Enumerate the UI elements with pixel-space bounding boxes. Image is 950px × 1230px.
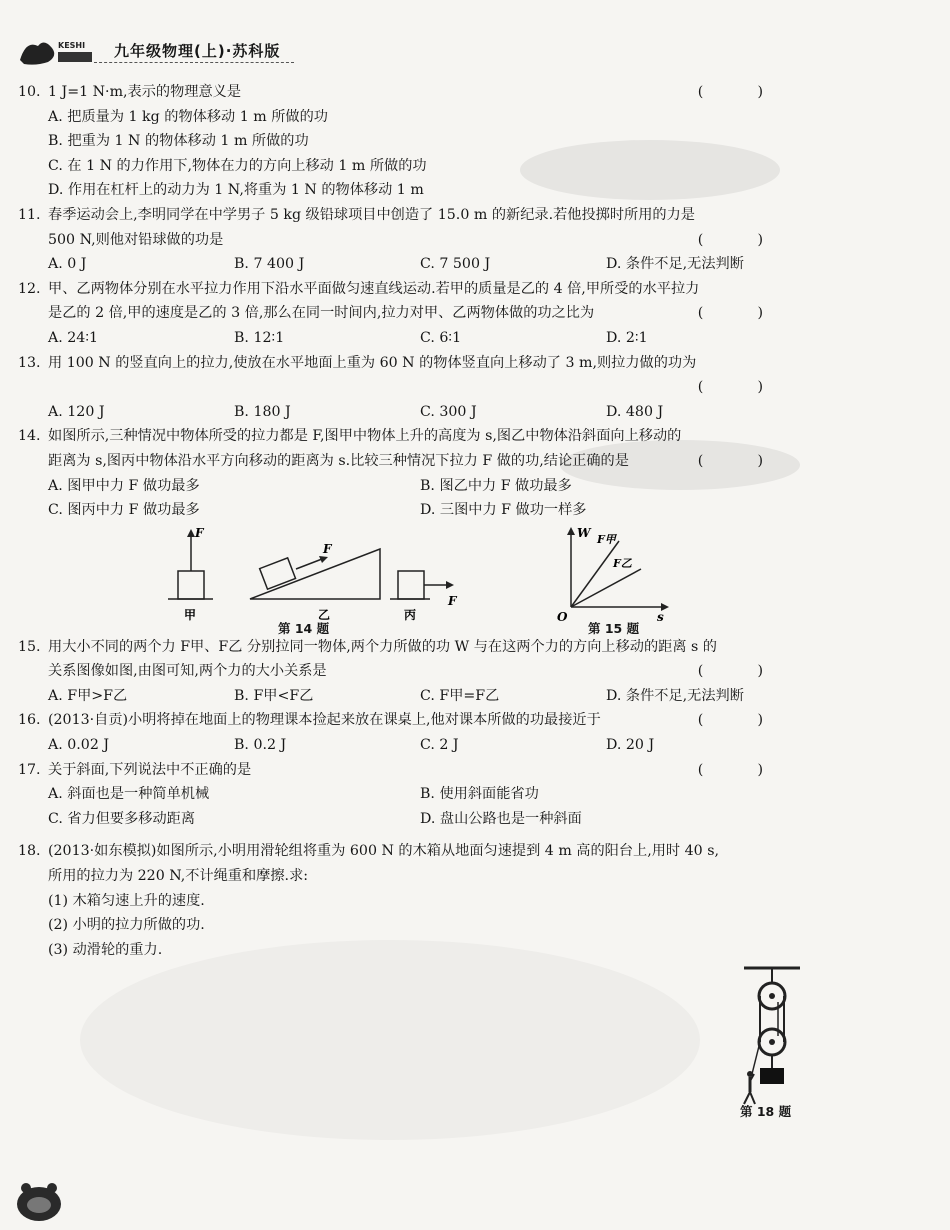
- answer-options-row: [18, 733, 793, 758]
- question-stem-text: (2013·自贡)小明将掉在地面上的物理课本捡起来放在课桌上,他对课本所做的功最接近于: [48, 712, 601, 729]
- question-stem-text: 1 J=1 N·m,表示的物理意义是: [48, 84, 242, 100]
- svg-text:KESHI: KESHI: [58, 41, 86, 50]
- answer-blank[interactable]: ( ): [697, 231, 783, 248]
- answer-option[interactable]: D. 盘山公路也是一种斜面: [420, 810, 582, 827]
- answer-blank[interactable]: ( ): [697, 84, 783, 100]
- question-stem-line: [18, 708, 793, 733]
- question-stem-text: 500 N,则他对铅球做的功是: [48, 231, 224, 248]
- answer-blank[interactable]: ( ): [697, 379, 783, 396]
- answer-option[interactable]: C. 图丙中力 F 做功最多: [48, 502, 200, 519]
- answer-option[interactable]: A. 斜面也是一种简单机械: [48, 786, 210, 803]
- brand-logo: [18, 36, 94, 66]
- figures-14-15: [28, 523, 793, 635]
- question-stem-text: 所用的拉力为 220 N,不计绳重和摩擦.求:: [48, 868, 309, 885]
- fig15-origin-label: O: [557, 609, 568, 623]
- answer-option[interactable]: D. 2∶1: [606, 329, 648, 346]
- answer-option[interactable]: A. 图甲中力 F 做功最多: [48, 477, 200, 494]
- question-number: 16.: [18, 712, 41, 729]
- answer-blank[interactable]: ( ): [697, 305, 783, 322]
- question-stem-line: [18, 758, 793, 783]
- answer-option[interactable]: C. 2 J: [420, 737, 459, 754]
- question-number: 14.: [18, 428, 41, 445]
- question-number: 10.: [18, 84, 41, 100]
- question-stem-line: [18, 228, 793, 253]
- question-stem-text: 关于斜面,下列说法中不正确的是: [48, 761, 252, 778]
- pulley-figure: [738, 962, 804, 1112]
- figure-18-caption: 第 18 题: [740, 1104, 792, 1119]
- scan-smudge: [80, 940, 700, 1140]
- answer-options-row: [18, 400, 793, 425]
- answer-option[interactable]: C. 300 J: [420, 403, 477, 420]
- question-stem-text: 距离为 s,图丙中物体沿水平方向移动的距离为 s.比较三种情况下拉力 F 做的功,结论正确的是: [48, 452, 629, 469]
- fig15-line-label-jia: F甲: [597, 532, 616, 546]
- answer-option[interactable]: C. F甲=F乙: [420, 687, 500, 704]
- answer-option[interactable]: B. 图乙中力 F 做功最多: [420, 477, 572, 494]
- answer-option[interactable]: D. 三图中力 F 做功一样多: [420, 502, 587, 519]
- question-stem-line: [18, 203, 793, 228]
- answer-option[interactable]: B. 180 J: [234, 403, 291, 420]
- answer-option[interactable]: B. 12∶1: [234, 329, 285, 346]
- question-stem-text: 是乙的 2 倍,甲的速度是乙的 3 倍,那么在同一时间内,拉力对甲、乙两物体做的功之比为: [48, 305, 595, 322]
- answer-option[interactable]: B. 把重为 1 N 的物体移动 1 m 所做的功: [48, 133, 309, 150]
- answer-option[interactable]: A. 把质量为 1 kg 的物体移动 1 m 所做的功: [48, 108, 328, 125]
- fig14-label-yi: 乙: [318, 607, 331, 622]
- question-stem-text: (2013·如东模拟)如图所示,小明用滑轮组将重为 600 N 的木箱从地面匀速提到 4 m 高的阳台上,用时 40 s,: [48, 843, 719, 860]
- answer-option[interactable]: C. 在 1 N 的力作用下,物体在力的方向上移动 1 m 所做的功: [48, 157, 427, 174]
- answer-option[interactable]: C. 省力但要多移动距离: [48, 810, 196, 827]
- answer-option[interactable]: (3) 动滑轮的重力.: [48, 941, 163, 958]
- question-stem-line: [18, 839, 793, 864]
- answer-option[interactable]: B. 使用斜面能省功: [420, 786, 539, 803]
- figure-14: [158, 523, 478, 623]
- answer-option[interactable]: B. 7 400 J: [234, 256, 305, 273]
- header-rule: [94, 62, 294, 63]
- question-stem-line: [18, 80, 793, 105]
- answer-options-row: [18, 326, 793, 351]
- answer-blank[interactable]: ( ): [697, 712, 783, 729]
- fig14-force-label: F: [195, 525, 204, 540]
- question-number: 18.: [18, 843, 41, 860]
- question-list: [18, 80, 793, 962]
- question-stem-text: 春季运动会上,李明同学在中学男子 5 kg 级铅球项目中创造了 15.0 m 的新纪录.若他投掷时所用的力是: [48, 206, 695, 223]
- fig14-label-bing: 丙: [404, 607, 417, 622]
- answer-option[interactable]: (1) 木箱匀速上升的速度.: [48, 892, 205, 909]
- fig14-force-label: F: [323, 541, 332, 556]
- fig15-y-axis-label: W: [577, 525, 591, 540]
- question-stem-line: [18, 449, 793, 474]
- answer-options-row: [18, 252, 793, 277]
- question-stem-line: [18, 659, 793, 684]
- answer-option[interactable]: A. 120 J: [48, 403, 105, 420]
- question-stem-line: [18, 375, 793, 400]
- answer-option[interactable]: B. 0.2 J: [234, 737, 287, 754]
- question-stem-text: 关系图像如图,由图可知,两个力的大小关系是: [48, 663, 327, 680]
- question-stem-line: [18, 635, 793, 660]
- question-stem-line: [18, 301, 793, 326]
- question-stem-line: [18, 424, 793, 449]
- fig15-x-axis-label: s: [657, 609, 664, 623]
- figure-14-caption: 第 14 题: [278, 620, 330, 636]
- question-stem-text: 甲、乙两物体分别在水平拉力作用下沿水平面做匀速直线运动.若甲的质量是乙的 4 倍,甲所受的水平拉力: [48, 280, 700, 297]
- answer-option[interactable]: C. 7 500 J: [420, 256, 491, 273]
- answer-option[interactable]: A. 0.02 J: [48, 737, 110, 754]
- question-number: 15.: [18, 638, 41, 655]
- question-stem-text: 如图所示,三种情况中物体所受的拉力都是 F,图甲中物体上升的高度为 s,图乙中物体沿斜面向上移动的: [48, 428, 682, 445]
- question-stem-text: 用大小不同的两个力 F甲、F乙 分别拉同一物体,两个力所做的功 W 与在这两个力的方向上移动的距离 s 的: [48, 638, 717, 655]
- answer-blank[interactable]: ( ): [697, 761, 783, 778]
- answer-options-row: [18, 474, 793, 499]
- question-stem-line: [18, 864, 793, 889]
- figure-15-caption: 第 15 题: [588, 620, 640, 636]
- page-header: [18, 34, 918, 70]
- figure-15: [553, 523, 673, 623]
- answer-option[interactable]: A. 0 J: [48, 256, 87, 273]
- answer-option[interactable]: (2) 小明的拉力所做的功.: [48, 917, 205, 934]
- answer-blank[interactable]: ( ): [697, 452, 783, 469]
- answer-option[interactable]: D. 作用在杠杆上的动力为 1 N,将重为 1 N 的物体移动 1 m: [48, 182, 424, 199]
- answer-blank[interactable]: ( ): [697, 663, 783, 680]
- answer-options-row: [18, 807, 793, 832]
- answer-option[interactable]: D. 20 J: [606, 737, 655, 754]
- answer-options-row: [18, 782, 793, 807]
- question-number: 13.: [18, 354, 41, 371]
- fig14-label-jia: 甲: [184, 607, 197, 622]
- book-title: 九年级物理(上)·苏科版: [114, 42, 281, 60]
- fig15-line-label-yi: F乙: [613, 556, 632, 570]
- answer-option[interactable]: D. 条件不足,无法判断: [606, 256, 744, 273]
- question-number: 12.: [18, 280, 41, 297]
- question-stem-line: [18, 351, 793, 376]
- question-stem-text: 用 100 N 的竖直向上的拉力,使放在水平地面上重为 60 N 的物体竖直向上移动了 3 m,则拉力做的功为: [48, 354, 697, 371]
- answer-option[interactable]: C. 6∶1: [420, 329, 462, 346]
- fig14-force-label: F: [448, 593, 457, 608]
- answer-option[interactable]: D. 条件不足,无法判断: [606, 687, 744, 704]
- question-number: 11.: [18, 206, 41, 223]
- answer-options-row: [18, 684, 793, 709]
- question-stem-line: [18, 277, 793, 302]
- answer-options-row: [18, 498, 793, 523]
- question-number: 17.: [18, 761, 41, 778]
- answer-option[interactable]: D. 480 J: [606, 403, 664, 420]
- page-number-badge: [14, 1180, 64, 1224]
- answer-option[interactable]: A. F甲>F乙: [48, 687, 128, 704]
- answer-option[interactable]: B. F甲<F乙: [234, 687, 314, 704]
- answer-option[interactable]: A. 24∶1: [48, 329, 99, 346]
